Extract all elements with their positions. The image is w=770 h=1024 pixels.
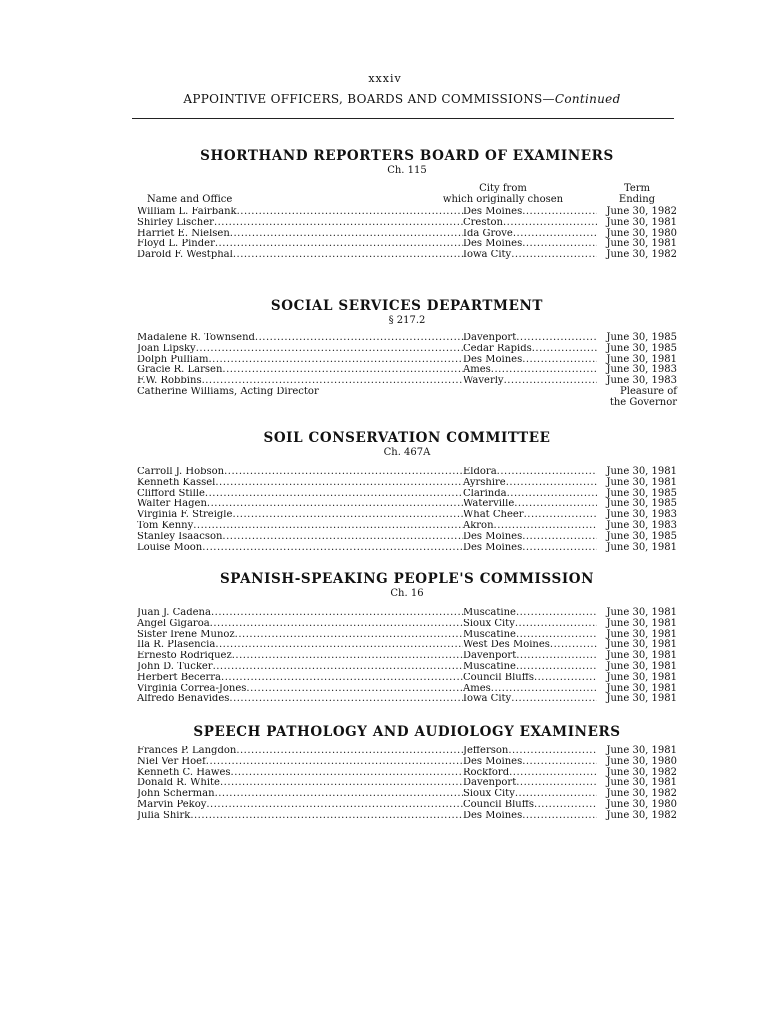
member-city: Cedar Rapids	[463, 343, 532, 354]
member-name: Virginia F. Streigle	[137, 510, 233, 521]
section-rows	[137, 333, 677, 398]
section-shorthand-reporters	[137, 148, 677, 261]
member-name: Carroll J. Hobson	[137, 467, 225, 477]
section-citation: Ch. 115	[387, 165, 427, 176]
member-city: Council Bluffs	[463, 799, 534, 810]
dot-leader	[522, 811, 597, 822]
term-ending: June 30, 1985	[606, 332, 677, 343]
member-city: Davenport	[463, 778, 517, 789]
roster-row	[137, 800, 677, 811]
dot-leader	[232, 651, 463, 662]
roster-row	[137, 478, 677, 489]
section-spanish-speaking	[137, 571, 677, 705]
section-title: SOCIAL SERVICES DEPARTMENT	[270, 298, 544, 314]
running-head-text: APPOINTIVE OFFICERS, BOARDS AND COMMISSIONS	[183, 92, 543, 106]
member-city: Des Moines	[463, 239, 523, 250]
dot-leader	[208, 355, 463, 366]
member-name: Stanley Isaacson	[137, 531, 223, 542]
dot-leader	[222, 532, 463, 543]
section-rows	[137, 207, 677, 261]
dot-leader	[524, 510, 597, 521]
roster-row	[137, 684, 677, 695]
member-city: Ayrshire	[463, 477, 506, 488]
term-ending: June 30, 1982	[606, 206, 677, 217]
dot-leader	[215, 640, 463, 651]
dot-leader	[516, 333, 597, 344]
roster-row	[137, 757, 677, 768]
running-head	[132, 92, 672, 106]
member-name: Harriet E. Nielsen	[137, 228, 230, 239]
term-ending: June 30, 1981	[606, 777, 677, 789]
member-name: Virginia Correa-Jones	[137, 683, 247, 694]
term-ending: June 30, 1980	[606, 755, 677, 767]
dot-leader	[213, 662, 463, 673]
section-title: SPANISH-SPEAKING PEOPLE'S COMMISSION	[219, 571, 595, 587]
roster-row	[137, 619, 677, 630]
member-city: Ida Grove	[463, 228, 513, 239]
term-ending: June 30, 1981	[606, 476, 677, 488]
term-tail: the Governor	[609, 396, 677, 408]
term-ending: June 30, 1981	[606, 607, 677, 618]
member-city: Rockford	[463, 767, 510, 778]
member-name: Dolph Pulliam	[137, 354, 209, 365]
dot-leader	[202, 543, 463, 554]
term-ending: June 30, 1981	[606, 353, 677, 365]
header-rule	[132, 118, 674, 119]
term-ending: June 30, 1985	[606, 498, 677, 510]
dot-leader	[516, 778, 597, 789]
term-ending: June 30, 1981	[606, 541, 677, 553]
member-name: Darold F. Westphal	[137, 250, 233, 261]
dot-leader	[235, 630, 463, 641]
member-city: Iowa City	[463, 250, 512, 261]
dot-leader	[255, 333, 463, 344]
roster-row	[137, 630, 677, 641]
dot-leader	[522, 757, 597, 768]
member-city: What Cheer	[463, 510, 524, 521]
member-name: Floyd L. Pinder	[137, 239, 215, 250]
roster-row	[137, 640, 677, 651]
roster-row	[137, 207, 677, 218]
member-city: Sioux City	[463, 618, 515, 629]
roster-row	[137, 608, 677, 619]
roster-row	[137, 333, 677, 344]
member-city: Waterville	[463, 499, 515, 510]
term-ending: June 30, 1985	[606, 342, 677, 354]
roster-row	[137, 355, 677, 366]
roster-row	[137, 376, 677, 387]
member-city: Des Moines	[463, 354, 523, 365]
member-name: Louise Moon	[137, 542, 203, 553]
term-ending: June 30, 1981	[606, 617, 677, 629]
member-name: John Scherman	[137, 789, 215, 800]
member-city: Muscatine	[463, 608, 516, 618]
roster-row	[137, 344, 677, 355]
dot-leader	[246, 684, 463, 695]
term-ending: June 30, 1981	[606, 682, 677, 694]
roster-row	[137, 218, 677, 229]
running-head-continued: —Continued	[542, 92, 621, 106]
roster-row	[137, 662, 677, 673]
dot-leader	[522, 239, 597, 250]
dot-leader	[224, 467, 463, 478]
roster-row	[137, 365, 677, 376]
column-header-city-line1: City from	[479, 183, 527, 194]
dot-leader	[236, 746, 463, 757]
dot-leader	[516, 651, 597, 662]
dot-leader	[509, 768, 597, 779]
dot-leader	[515, 619, 597, 630]
section-citation: Ch. 16	[390, 588, 424, 599]
dot-leader	[504, 376, 597, 387]
column-header-city-line2: which originally chosen	[442, 194, 564, 205]
term-ending: June 30, 1981	[606, 216, 677, 228]
roster-row	[137, 778, 677, 789]
member-city: Clarinda	[463, 488, 507, 499]
member-name: Walter Hagen	[137, 499, 207, 510]
dot-leader	[233, 250, 463, 261]
term-ending: June 30, 1981	[606, 466, 677, 477]
term-ending: June 30, 1981	[606, 660, 677, 672]
dot-leader	[206, 757, 463, 768]
member-city: Iowa City	[463, 694, 512, 705]
roster-row	[137, 387, 677, 398]
section-title: SPEECH PATHOLOGY AND AUDIOLOGY EXAMINERS	[193, 724, 621, 740]
member-name: Ernesto Rodriquez	[137, 651, 232, 662]
roster-row	[137, 510, 677, 521]
member-city: Council Bluffs	[463, 672, 534, 683]
term-ending: June 30, 1981	[606, 745, 677, 756]
member-name: Kenneth Kassel	[137, 477, 216, 488]
term-ending: June 30, 1982	[606, 249, 677, 261]
member-city: Des Moines	[463, 810, 523, 821]
dot-leader	[214, 218, 463, 229]
member-name: Clifford Stille	[137, 488, 205, 499]
member-city: Ames	[463, 365, 491, 376]
column-headers	[137, 177, 677, 207]
section-rows	[137, 467, 677, 553]
section-citation: Ch. 467A	[383, 447, 431, 458]
dot-leader	[522, 543, 597, 554]
term-ending: Pleasure of	[620, 385, 677, 397]
term-ending: June 30, 1980	[606, 227, 677, 239]
member-city: Akron	[463, 520, 494, 531]
dot-leader	[196, 344, 463, 355]
member-city: Muscatine	[463, 629, 516, 640]
dot-leader	[491, 365, 597, 376]
dot-leader	[207, 499, 463, 510]
term-ending: June 30, 1981	[606, 238, 677, 250]
section-title: SHORTHAND REPORTERS BOARD OF EXAMINERS	[200, 148, 614, 164]
dot-leader	[516, 630, 597, 641]
dot-leader	[215, 478, 463, 489]
term-ending: June 30, 1985	[606, 530, 677, 542]
dot-leader	[237, 207, 463, 218]
dot-leader	[534, 673, 597, 684]
member-name: Gracie R. Larsen	[137, 365, 223, 376]
dot-leader	[230, 229, 463, 240]
dot-leader	[202, 376, 463, 387]
member-city: Ames	[463, 683, 491, 694]
member-city: Des Moines	[463, 207, 523, 217]
term-ending: June 30, 1983	[606, 509, 677, 521]
member-name: Ila R. Plasencia	[137, 640, 216, 651]
dot-leader	[516, 662, 597, 673]
dot-leader	[221, 673, 463, 684]
member-name: Madalene R. Townsend	[137, 333, 255, 343]
dot-leader	[507, 489, 597, 500]
dot-leader	[206, 800, 463, 811]
section-social-services	[137, 298, 677, 409]
dot-leader	[511, 250, 597, 261]
member-name: Angel Gigaroa	[137, 618, 210, 629]
member-name: Juan J. Cadena	[137, 608, 211, 618]
member-name: John D. Tucker	[137, 661, 213, 672]
member-name: Tom Kenny	[137, 520, 194, 531]
roster-row	[137, 789, 677, 800]
page-number: xxxiv	[368, 72, 402, 85]
member-city: Des Moines	[463, 542, 523, 553]
dot-leader	[210, 619, 463, 630]
member-city: Waverly	[463, 376, 504, 387]
member-city: Des Moines	[463, 756, 523, 767]
member-name: Donald R. White	[137, 778, 220, 789]
term-ending: June 30, 1982	[606, 788, 677, 800]
member-name: Shirley Lischer	[137, 217, 214, 228]
dot-leader	[215, 789, 463, 800]
member-city: Eldora	[463, 467, 497, 477]
dot-leader	[513, 229, 597, 240]
term-ending: June 30, 1985	[606, 487, 677, 499]
dot-leader	[515, 789, 597, 800]
member-city: Jefferson	[463, 746, 509, 756]
dot-leader	[211, 608, 463, 619]
member-city: Muscatine	[463, 661, 516, 672]
section-rows	[137, 746, 677, 822]
dot-leader	[522, 532, 597, 543]
column-header-term-line1: Term	[623, 183, 651, 194]
roster-row	[137, 746, 677, 757]
dot-leader	[205, 489, 463, 500]
roster-row	[137, 811, 677, 822]
term-ending: June 30, 1983	[606, 519, 677, 531]
roster-row	[137, 768, 677, 779]
dot-leader	[229, 694, 463, 705]
column-header-term	[597, 183, 677, 205]
member-name: Julia Shirk	[137, 810, 191, 821]
dot-leader	[503, 218, 597, 229]
member-name: Frances P. Langdon	[137, 746, 237, 756]
member-name: Kenneth C. Hawes	[137, 767, 231, 778]
dot-leader	[491, 684, 597, 695]
member-name: Alfredo Benavides	[137, 694, 230, 705]
dot-leader	[193, 521, 463, 532]
roster-row	[137, 239, 677, 250]
section-citation: § 217.2	[388, 315, 426, 326]
term-ending: June 30, 1981	[606, 671, 677, 683]
dot-leader	[506, 478, 597, 489]
term-ending: June 30, 1981	[606, 639, 677, 651]
member-name: Niel Ver Hoef	[137, 756, 206, 767]
roster-row	[137, 651, 677, 662]
term-ending: June 30, 1983	[606, 364, 677, 376]
term-ending: June 30, 1981	[606, 693, 677, 705]
dot-leader	[220, 778, 463, 789]
column-header-city	[433, 183, 573, 205]
roster-row	[137, 229, 677, 240]
member-name: Joan Lipsky	[137, 343, 196, 354]
term-ending: June 30, 1981	[606, 628, 677, 640]
member-city: Davenport	[463, 333, 517, 343]
dot-leader	[222, 365, 463, 376]
dot-leader	[508, 746, 597, 757]
dot-leader	[511, 694, 597, 705]
dot-leader	[522, 355, 597, 366]
dot-leader	[550, 640, 597, 651]
term-ending: June 30, 1982	[606, 809, 677, 821]
member-name: Marvin Pekoy	[137, 799, 207, 810]
term-ending: June 30, 1983	[606, 375, 677, 387]
section-soil-conservation	[137, 430, 677, 553]
member-city: Des Moines	[463, 531, 523, 542]
dot-leader	[534, 800, 597, 811]
member-name: Herbert Becerra	[137, 672, 222, 683]
column-header-name: Name and Office	[147, 194, 233, 205]
term-ending: June 30, 1981	[606, 650, 677, 662]
roster-row	[137, 250, 677, 261]
section-speech-pathology	[137, 724, 677, 822]
member-name: F.W. Robbins	[137, 376, 202, 387]
section-rows	[137, 608, 677, 705]
member-city: Sioux City	[463, 789, 515, 800]
dot-leader	[514, 499, 597, 510]
dot-leader	[494, 521, 597, 532]
roster-row	[137, 521, 677, 532]
member-city: Davenport	[463, 651, 517, 662]
dot-leader	[190, 811, 463, 822]
dot-leader	[497, 467, 597, 478]
dot-leader	[232, 510, 463, 521]
dot-leader	[516, 608, 597, 619]
dot-leader	[532, 344, 597, 355]
section-title: SOIL CONSERVATION COMMITTEE	[263, 430, 551, 446]
roster-row	[137, 467, 677, 478]
member-name: Catherine Williams, Acting Director	[137, 386, 319, 397]
roster-row	[137, 694, 677, 705]
roster-row	[137, 532, 677, 543]
roster-row	[137, 673, 677, 684]
roster-row	[137, 543, 677, 554]
roster-row	[137, 499, 677, 510]
member-name: Sister Irene Munoz	[137, 629, 235, 640]
term-ending: June 30, 1982	[606, 766, 677, 778]
member-city: Creston	[463, 217, 503, 228]
roster-row	[137, 489, 677, 500]
term-ending: June 30, 1980	[606, 798, 677, 810]
dot-leader	[215, 239, 463, 250]
column-header-term-line2: Ending	[618, 194, 656, 205]
member-city: West Des Moines	[463, 640, 550, 651]
dot-leader	[522, 207, 597, 218]
dot-leader	[231, 768, 463, 779]
member-name: William L. Fairbank	[137, 207, 237, 217]
